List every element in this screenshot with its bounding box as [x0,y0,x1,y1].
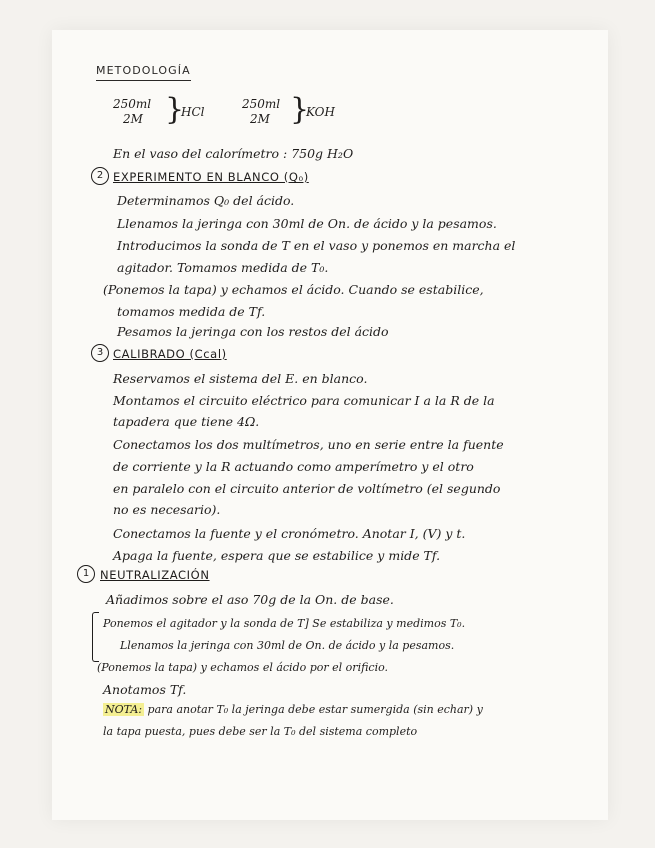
note-continuation: la tapa puesta, pues debe ser la T₀ del sistema completo [103,725,418,738]
neut-line-3: Llenamos la jeringa con 30ml de On. de ácido y la pesamos. [120,639,455,652]
left-volume: 250ml [113,97,152,111]
note-label: NOTA: [105,703,143,716]
right-solution [242,97,280,127]
cal-line-5: de corriente y la R actuando como amperímetro y el otro [113,459,474,474]
cal-line-9: Apaga la fuente, espera que se estabilice y mide Tf. [113,548,441,563]
right-concentration: 2M [250,112,270,126]
cal-line-6: en paralelo con el circuito anterior de voltímetro (el segundo [113,481,501,496]
cal-line-1: Reservamos el sistema del E. en blanco. [113,371,368,386]
blank-line-2: Llenamos la jeringa con 30ml de On. de ácido y la pesamos. [117,216,497,231]
neut-line-2: Ponemos el agitador y la sonda de T] Se estabiliza y medimos T₀. [103,617,466,630]
section-heading-calibration: CALIBRADO (Ccal) [113,347,227,361]
note-line [103,704,483,715]
left-concentration: 2M [123,112,143,126]
note-text: para anotar T₀ la jeringa debe estar sumergida (sin echar) y [144,703,483,716]
cal-line-2: Montamos el circuito eléctrico para comunicar I a la R de la [113,393,495,408]
section-heading-blank: EXPERIMENTO EN BLANCO (Q₀) [113,170,309,184]
right-reagent: KOH [306,105,335,119]
blank-line-6: tomamos medida de Tf. [117,304,266,319]
page-title: METODOLOGÍA [96,64,191,81]
cal-line-8: Conectamos la fuente y el cronómetro. Anotar I, (V) y t. [113,526,466,541]
section-heading-neutralization: NEUTRALIZACIÓN [100,568,210,582]
grouping-bracket [92,612,99,662]
left-solution [113,97,151,127]
calorimeter-line: En el vaso del calorímetro : 750g H₂O [113,146,354,161]
blank-line-3: Introducimos la sonda de T en el vaso y ponemos en marcha el [117,238,516,253]
left-reagent: HCl [181,105,205,119]
right-brace: } [290,92,310,127]
right-volume: 250ml [242,97,281,111]
cal-line-7: no es necesario). [113,502,221,517]
blank-line-1: Determinamos Q₀ del ácido. [117,193,295,208]
blank-line-5: (Ponemos la tapa) y echamos el ácido. Cuando se estabilice, [103,282,484,297]
cal-line-3: tapadera que tiene 4Ω. [113,414,260,429]
neut-line-5: Anotamos Tf. [103,682,187,697]
section-number-3: 3 [91,344,109,362]
blank-line-7: Pesamos la jeringa con los restos del ácido [117,324,389,339]
section-number-2: 2 [91,167,109,185]
blank-line-4: agitador. Tomamos medida de T₀. [117,260,329,275]
section-number-1: 1 [77,565,95,583]
left-brace: } [165,92,185,127]
neut-line-4: (Ponemos la tapa) y echamos el ácido por el orificio. [97,661,389,674]
cal-line-4: Conectamos los dos multímetros, uno en serie entre la fuente [113,437,504,452]
neut-line-1: Añadimos sobre el aso 70g de la On. de base. [106,592,394,607]
